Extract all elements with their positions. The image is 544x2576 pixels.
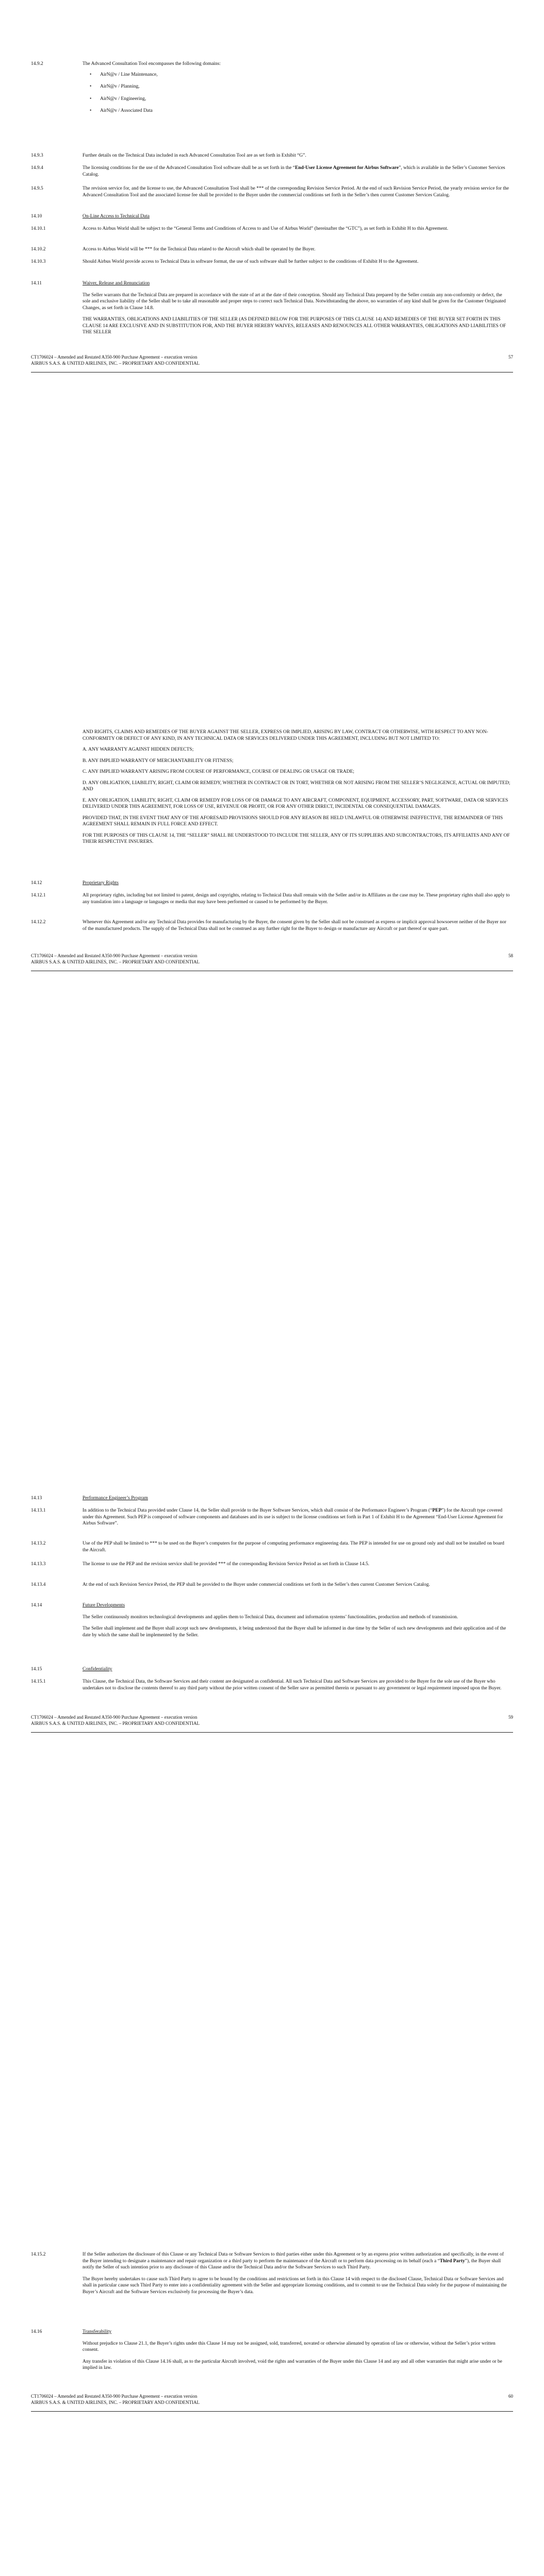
clause-text: Further details on the Technical Data included in each Advanced Consultation Tool are as set forth in Exhibit “G”. [83,153,306,158]
clause-number: 14.13.4 [31,1582,46,1587]
clause-14-15 [31,1666,510,1676]
disclaimer-continuation [83,729,510,850]
clause-14-13-1 [31,1507,510,1530]
clause-14-9-3 [31,152,510,162]
clause-14-16 [31,2329,510,2375]
clause-number: 14.13.1 [31,1508,46,1513]
clause-heading: Confidentiality [83,1667,112,1672]
clause-number: 14.12.2 [31,920,46,925]
clause-text: The licensing conditions for the use of the Advanced Consultation Tool software shall be as set forth in the “End-User License Agreement for Airbus Software”, which is available in the Seller’s Customer Services Catalog. [83,165,505,177]
footer-contract-line: CT1706024 – Amended and Restated A350-900 Purchase Agreement – execution version [31,2394,197,2399]
footer-confidential-line: AIRBUS S.A.S. & UNITED AIRLINES, INC. – PROPRIETARY AND CONFIDENTIAL [31,360,200,366]
page-number: 58 [508,953,513,958]
clause-text: The revision service for, and the license to use, the Advanced Consultation Tool shall be *** of the corresponding Revision Service Period. At the end of such Revision Service Period, the yearly revision service for the Advanced Consultation Tool and the associated license fee shall be provided to the Buyer under the commercial conditions set forth in the Seller’s then current Customer Services Catalog. [83,186,509,198]
clause-14-9-5 [31,185,510,201]
clause-text: Whenever this Agreement and/or any Technical Data provides for manufacturing by the Buyer, the consent given by the Seller shall not be construed as express or implicit approval howsoever neither of the Buyer nor of the manufactured products. The supply of the Technical Data shall not be construed as any further right for the Buyer to design or manufacture any Aircraft or part thereof or spare part. [83,920,506,931]
clause-number: 14.12.1 [31,893,46,898]
paragraph: The Seller continuously monitors technological developments and applies them to Technical Data, document and information systems’ functionalities, production and methods of transmission. [83,1614,458,1620]
defined-term: Third Party [439,2258,465,2264]
list-item: • AirN@v / Line Maintenance, [90,72,510,78]
defined-term: PEP [432,1508,442,1513]
clause-text: The Advanced Consultation Tool encompasses the following domains: [83,61,221,66]
paragraph: The Seller shall implement and the Buyer shall accept such new developments, it being understood that the Buyer shall be informed in due time by the Seller of such new developments and their application and of the date by which the same shall be implemented by the Seller. [83,1626,506,1638]
page-footer [31,354,513,366]
clause-14-9-2 [31,61,510,120]
page-number: 57 [508,354,513,360]
clause-14-10 [31,213,510,223]
page-footer [31,1715,513,1726]
clause-text: The license to use the PEP and the revision service shall be provided *** of the corresponding Revision Service Period as set forth in Clause 14.5. [83,1562,370,1567]
page-number: 59 [508,1715,513,1720]
paragraph: D. ANY OBLIGATION, LIABILITY, RIGHT, CLAIM OR REMEDY, WHETHER IN CONTRACT OR IN TORT, WHETHER OR NOT ARISING FROM THE SELLER’S NEGLIGENCE, ACTUAL OR IMPUTED; AND [83,780,510,792]
page-divider [31,1732,513,1733]
clause-text: This Clause, the Technical Data, the Software Services and their content are designated as confidential. All such Technical Data and Software Services are provided to the Buyer for the sole use of the Buyer who undertakes not to disclose the contents thereof to any third party without the prior written consent of the Seller save as permitted therein or pursuant to any government or legal requirement imposed upon the Buyer. [83,1679,502,1691]
clause-heading: On-Line Access to Technical Data [83,214,150,219]
page-divider [31,2411,513,2412]
clause-text: Use of the PEP shall be limited to *** to be used on the Buyer’s computers for the purpose of computing performance engineering data. The PEP is intended for use on ground only and shall not be installed on board the Aircraft. [83,1541,504,1553]
clause-14-10-3 [31,259,510,268]
list-item: • AirN@v / Associated Data [90,108,510,114]
clause-number: 14.9.3 [31,153,43,158]
clause-number: 14.10.2 [31,247,46,252]
paragraph: E. ANY OBLIGATION, LIABILITY, RIGHT, CLAIM OR REMEDY FOR LOSS OF OR DAMAGE TO ANY AIRCRAFT, COMPONENT, EQUIPMENT, ACCESSORY, PART, SOFTWARE, DATA OR SERVICES DELIVERED UNDER THIS AGREEMENT, FOR LOSS OF USE, REVENUE OR PROFIT, OR FOR ANY OTHER DIRECT, INCIDENTAL OR CONSEQUENTIAL DAMAGES. [83,798,508,810]
defined-term: End-User License Agreement for Airbus Software [295,165,399,171]
page-footer [31,953,513,965]
clause-14-11 [31,280,510,339]
footer-confidential-line: AIRBUS S.A.S. & UNITED AIRLINES, INC. – PROPRIETARY AND CONFIDENTIAL [31,959,200,964]
paragraph: The Seller warrants that the Technical Data are prepared in accordance with the state of art at the date of their conception. Should any Technical Data prepared by the Seller contain any non-conformity or defect, the sole and exclusive liability of the Seller shall be to take all reasonable and proper steps to correct such Technical Data. Notwithstanding the above, no warranties of any kind shall be given for the Customer Originated Changes, as set forth in Clause 14.8. [83,292,506,311]
clause-text: At the end of such Revision Service Period, the PEP shall be provided to the Buyer under commercial conditions set forth in the Seller’s then current Customer Services Catalog. [83,1582,430,1587]
clause-14-12 [31,880,510,890]
paragraph: Without prejudice to Clause 21.1, the Buyer’s rights under this Clause 14 may not be assigned, sold, transferred, novated or otherwise alienated by operation of law or otherwise, without the Seller’s prior written consent. [83,2341,496,2353]
page-number: 60 [508,2394,513,2399]
clause-14-14 [31,1602,510,1641]
clause-text: All proprietary rights, including but not limited to patent, design and copyrights, relating to Technical Data shall remain with the Seller and/or its Affiliates as the case may be. These proprietary rights shall also apply to any translation into a language or languages or media that may have been performed or caused to be performed by the Buyer. [83,893,510,905]
clause-14-13-3 [31,1561,510,1571]
clause-number: 14.10.3 [31,259,46,264]
clause-number: 14.16 [31,2329,42,2334]
clause-14-9-4 [31,165,510,181]
footer-contract-line: CT1706024 – Amended and Restated A350-900 Purchase Agreement – execution version [31,1715,197,1720]
clause-text: Access to Airbus World will be *** for the Technical Data related to the Aircraft which shall be operated by the Buyer. [83,247,316,252]
clause-number: 14.12 [31,880,42,886]
clause-14-10-1 [31,226,510,235]
clause-14-13-4 [31,1582,510,1591]
footer-confidential-line: AIRBUS S.A.S. & UNITED AIRLINES, INC. – PROPRIETARY AND CONFIDENTIAL [31,2399,200,2405]
paragraph: PROVIDED THAT, IN THE EVENT THAT ANY OF THE AFORESAID PROVISIONS SHOULD FOR ANY REASON BE HELD UNLAWFUL OR OTHERWISE INEFFECTIVE, THE REMAINDER OF THIS AGREEMENT SHALL REMAIN IN FULL FORCE AND EFFECT. [83,815,503,827]
clause-14-12-2 [31,919,510,935]
footer-contract-line: CT1706024 – Amended and Restated A350-900 Purchase Agreement – execution version [31,354,197,360]
clause-heading: Performance Engineer’s Program [83,1496,148,1501]
clause-number: 14.9.4 [31,165,43,171]
clause-14-10-2 [31,246,510,256]
paragraph: A. ANY WARRANTY AGAINST HIDDEN DEFECTS; [83,747,194,753]
clause-number: 14.15 [31,1667,42,1672]
paragraph: Any transfer in violation of this Clause 14.16 shall, as to the particular Aircraft involved, void the rights and warranties of the Buyer under this Clause 14 and any and all other warranties that might arise under or be implied in law. [83,2359,502,2371]
clause-number: 14.9.2 [31,61,43,66]
paragraph: FOR THE PURPOSES OF THIS CLAUSE 14, THE “SELLER” SHALL BE UNDERSTOOD TO INCLUDE THE SELLER, ANY OF ITS SUPPLIERS AND SUBCONTRACTORS, ITS AFFILIATES AND ANY OF THEIR RESPECTIVE INSURERS. [83,833,510,845]
clause-14-15-2 [31,2251,510,2298]
clause-14-12-1 [31,892,510,908]
clause-text: Should Airbus World provide access to Technical Data in software format, the use of such software shall be further subject to the conditions of Exhibit H to the Agreement. [83,259,419,264]
clause-number: 14.11 [31,281,42,286]
list-item: • AirN@v / Planning, [90,83,510,90]
clause-number: 14.10.1 [31,226,46,231]
footer-contract-line: CT1706024 – Amended and Restated A350-900 Purchase Agreement – execution version [31,953,197,958]
paragraph: C. ANY IMPLIED WARRANTY ARISING FROM COURSE OF PERFORMANCE, COURSE OF DEALING OR USAGE OR TRADE; [83,769,355,775]
clause-14-13-2 [31,1540,510,1556]
clause-number: 14.15.2 [31,2252,46,2257]
clause-heading: Future Developments [83,1603,125,1608]
clause-heading: Waiver, Release and Renunciation [83,281,150,286]
clause-number: 14.13 [31,1496,42,1501]
paragraph: The Buyer hereby undertakes to cause such Third Party to agree to be bound by the conditions and restrictions set forth in this Clause 14 with respect to the disclosed Clause, Technical Data or Software Services and shall in particular cause such Third Party to enter into a confidentiality agreement with the Seller and appropriate licensing conditions, and to commit to use the Technical Data solely for the purpose of maintaining the Buyer’s Aircraft and the Software Services exclusively for processing the Buyer’s data. [83,2276,507,2295]
paragraph: THE WARRANTIES, OBLIGATIONS AND LIABILITIES OF THE SELLER (AS DEFINED BELOW FOR THE PURPOSES OF THIS CLAUSE 14) AND REMEDIES OF THE BUYER SET FORTH IN THIS CLAUSE 14 ARE EXCLUSIVE AND IN SUBSTITUTION FOR, AND THE BUYER HEREBY WAIVES, RELEASES AND RENOUNCES ALL OTHER WARRANTIES, OBLIGATIONS AND LIABILITIES OF THE SELLER [83,317,506,335]
clause-number: 14.15.1 [31,1679,46,1684]
clause-text: In addition to the Technical Data provided under Clause 14, the Seller shall provide to the Buyer Software Services, which shall consist of the Performance Engineer’s Program (“PEP”) for the Aircraft type covered under this Agreement. Such PEP is composed of software components and databases and its use is subject to the license conditions set forth in Part 1 of Exhibit H to the Agreement “End-User License Agreement for Airbus Software”. [83,1508,503,1527]
footer-confidential-line: AIRBUS S.A.S. & UNITED AIRLINES, INC. – PROPRIETARY AND CONFIDENTIAL [31,1720,200,1726]
domain-list [83,72,510,114]
list-item: • AirN@v / Engineering, [90,96,510,103]
clause-heading: Proprietary Rights [83,880,119,886]
clause-14-15-1 [31,1679,510,1694]
clause-number: 14.13.3 [31,1562,46,1567]
clause-number: 14.14 [31,1603,42,1608]
clause-number: 14.10 [31,214,42,219]
clause-14-13 [31,1495,510,1505]
clause-text: Access to Airbus World shall be subject to the “General Terms and Conditions of Access to and Use of Airbus World” (hereinafter the “GTC”), as set forth in Exhibit H to this Agreement. [83,226,449,231]
paragraph: AND RIGHTS, CLAIMS AND REMEDIES OF THE BUYER AGAINST THE SELLER, EXPRESS OR IMPLIED, ARISING BY LAW, CONTRACT OR OTHERWISE, WITH RESPECT TO ANY NON-CONFORMITY OR DEFECT OF ANY KIND, IN ANY TECHNICAL DATA OR SERVICES DELIVERED UNDER THIS AGREEMENT, INCLUDING BUT NOT LIMITED TO: [83,730,488,741]
clause-number: 14.13.2 [31,1541,46,1546]
clause-heading: Transferability [83,2329,112,2334]
clause-text: If the Seller authorizes the disclosure of this Clause or any Technical Data or Software Services to third parties either under this Agreement or by an express prior written authorization and specifically, in the event of the Buyer intending to designate a maintenance and repair organization or a third party to perform the maintenance of the Aircraft or to perform data processing on its behalf (each a “Third Party”), the Buyer shall notify the Seller of such intention prior to any disclosure of this Clause and/or the Technical Data and/or the Software Services to such Third Party. [83,2252,504,2270]
page-footer [31,2394,513,2405]
clause-number: 14.9.5 [31,186,43,191]
paragraph: B. ANY IMPLIED WARRANTY OF MERCHANTABILITY OR FITNESS; [83,758,234,764]
